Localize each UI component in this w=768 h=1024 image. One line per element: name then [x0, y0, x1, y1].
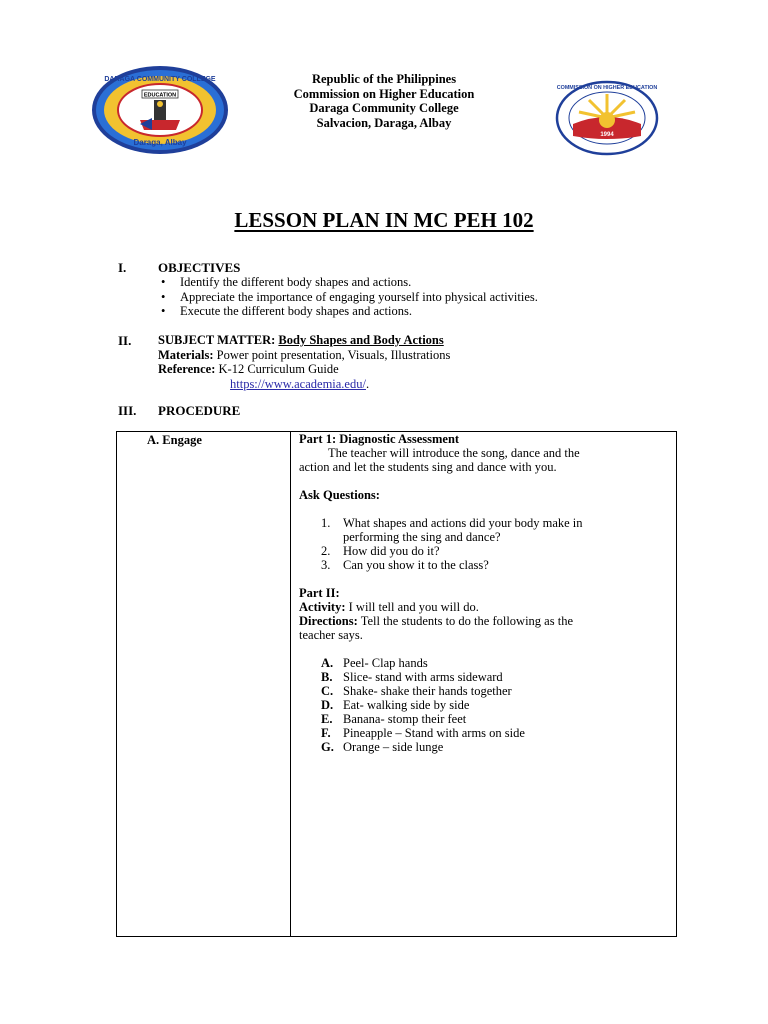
header-line-address: Salvacion, Daraga, Albay	[316, 115, 452, 130]
section-title-objectives: OBJECTIVES	[158, 260, 241, 275]
part1-title: Part 1: Diagnostic Assessment	[299, 432, 460, 446]
reference-value: K-12 Curriculum Guide	[218, 362, 339, 377]
header-line-ched: Commission on Higher Education	[293, 86, 475, 101]
engage-phase-content	[299, 432, 659, 754]
objective-item: • Execute the different body shapes and actions.	[158, 304, 538, 319]
seal-top-text: DARAGA COMMUNITY COLLEGE	[104, 76, 216, 83]
ched-ring-text: COMMISSION ON HIGHER EDUCATION	[556, 85, 658, 91]
engage-phase-label: A. Engage	[147, 433, 202, 447]
reference-label: Reference:	[158, 362, 216, 377]
subject-topic: Body Shapes and Body Actions	[278, 333, 444, 347]
header-line-college: Daraga Community College	[309, 101, 459, 115]
question-item-continued: performing the sing and dance?	[343, 530, 501, 544]
section-number-objectives: I.	[118, 260, 127, 275]
activity-label: Activity:	[299, 600, 346, 614]
objectives-list	[158, 275, 538, 319]
question-item: 3. Can you show it to the class?	[321, 558, 489, 572]
action-item: F. Pineapple – Stand with arms on side	[321, 726, 525, 740]
objective-item: • Appreciate the importance of engaging yourself into physical activities.	[158, 290, 538, 305]
action-item: C. Shake- shake their hands together	[321, 684, 512, 698]
part1-line-1: The teacher will introduce the song, dance and the	[328, 446, 580, 460]
directions-line-1: Tell the students to do the following as the	[360, 614, 573, 628]
objective-item: • Identify the different body shapes and actions.	[158, 275, 538, 290]
materials-value: Power point presentation, Visuals, Illustrations	[216, 347, 451, 362]
section-number-procedure: III.	[118, 403, 137, 418]
directions-line-2: teacher says.	[299, 628, 363, 642]
table-column-divider	[290, 432, 291, 936]
subject-matter-block	[158, 333, 450, 391]
question-item: 1. What shapes and actions did your body make in	[321, 516, 583, 530]
header-line-republic: Republic of the Philippines	[311, 72, 457, 86]
reference-link[interactable]: https://www.academia.edu/	[230, 376, 366, 391]
section-title-procedure: PROCEDURE	[158, 403, 241, 418]
directions-label: Directions:	[299, 614, 358, 628]
procedure-table	[116, 431, 677, 937]
part1-line-2: action and let the students sing and dance with you.	[299, 460, 557, 474]
ched-seal-icon	[555, 80, 659, 156]
questions-list	[299, 516, 659, 572]
question-item: 2. How did you do it?	[321, 544, 440, 558]
part2-title: Part II:	[299, 586, 340, 600]
ask-questions-label: Ask Questions:	[299, 488, 380, 502]
ched-seal-year: 1994	[600, 132, 614, 138]
reference-link-suffix: .	[365, 376, 370, 391]
action-item: D. Eat- walking side by side	[321, 698, 470, 712]
activity-value: I will tell and you will do.	[348, 600, 479, 614]
section-number-subject: II.	[118, 333, 132, 348]
actions-list	[299, 656, 659, 754]
page-title: LESSON PLAN IN MC PEH 102	[234, 208, 534, 232]
action-item: G. Orange – side lunge	[321, 740, 444, 754]
materials-label: Materials:	[158, 347, 214, 362]
seal-banner-text: EDUCATION	[143, 92, 177, 99]
action-item: A. Peel- Clap hands	[321, 656, 428, 670]
action-item: E. Banana- stomp their feet	[321, 712, 467, 726]
seal-bottom-text: Daraga, Albay	[133, 138, 187, 147]
subject-matter-label: SUBJECT MATTER:	[158, 333, 276, 347]
action-item: B. Slice- stand with arms sideward	[321, 670, 503, 684]
